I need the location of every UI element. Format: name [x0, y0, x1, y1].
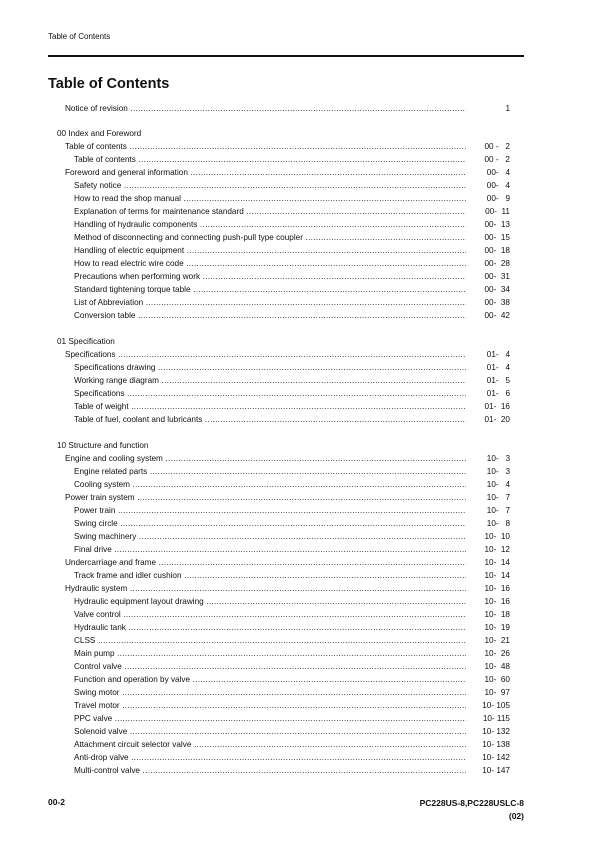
toc-entry-title: Standard tightening torque table .....: [74, 284, 466, 296]
toc-entry-page: 00 - 2: [484, 155, 510, 164]
toc-entry[interactable]: [0, 479, 596, 491]
toc-entry-title: Power train system .....: [65, 492, 466, 504]
toc-entry-title: Table of contents .....: [74, 154, 466, 166]
toc-entry-page: 10- 21: [484, 636, 510, 645]
toc-entry-title: Table of fuel, coolant and lubricants .....: [74, 414, 466, 426]
footer-model: PC228US-8,PC228USLC-8: [419, 798, 524, 808]
toc-entry-page: 10- 132: [482, 727, 510, 736]
toc-entry[interactable]: [0, 505, 596, 517]
page-title: Table of Contents: [48, 76, 170, 92]
toc-entry[interactable]: [0, 180, 596, 192]
toc-entry[interactable]: [0, 635, 596, 647]
toc-entry[interactable]: [0, 596, 596, 608]
toc-entry-title: List of Abbreviation .....: [74, 297, 466, 309]
toc-entry[interactable]: [0, 232, 596, 244]
toc-entry[interactable]: [0, 687, 596, 699]
toc-entry-title: Engine and cooling system .....: [65, 453, 466, 465]
toc-entry[interactable]: [0, 154, 596, 166]
toc-entry-page: 10- 8: [486, 519, 510, 528]
toc-entry-title: Main pump .....: [74, 648, 466, 660]
toc-entry-title: Specifications .....: [74, 388, 466, 400]
toc-entry-title: Cooling system .....: [74, 479, 466, 491]
toc-entry-title: Explanation of terms for maintenance standard .....: [74, 206, 466, 218]
toc-entry-title: Foreword and general information .....: [65, 167, 466, 179]
toc-entry-page: 01- 6: [486, 389, 510, 398]
toc-entry[interactable]: [0, 518, 596, 530]
toc-entry[interactable]: [0, 167, 596, 179]
toc-entry-page: 00- 42: [484, 311, 510, 320]
toc-entry[interactable]: [0, 271, 596, 283]
toc-entry[interactable]: [0, 492, 596, 504]
toc-entry-page: 10- 105: [482, 701, 510, 710]
toc-entry-title: Undercarriage and frame .....: [65, 557, 466, 569]
toc-entry-title: Anti-drop valve .....: [74, 752, 466, 764]
footer-page-number: 00-2: [48, 797, 66, 807]
toc-entry-title: Table of weight .....: [74, 401, 466, 413]
toc-entry-page: 00- 4: [486, 168, 510, 177]
toc-entry[interactable]: [0, 648, 596, 660]
toc-entry-page: 10- 115: [482, 714, 510, 723]
toc-entry[interactable]: [0, 414, 596, 426]
toc-entry-page: 00- 31: [484, 272, 510, 281]
toc-entry-title: CLSS .....: [74, 635, 466, 647]
footer-revision: (02): [508, 811, 524, 821]
toc-entry[interactable]: [0, 726, 596, 738]
footer-model-block: [420, 797, 524, 823]
toc-entry[interactable]: [0, 297, 596, 309]
toc-entry[interactable]: [0, 388, 596, 400]
toc-entry-page: 10- 10: [484, 532, 510, 541]
toc-entry-page: 10- 142: [482, 753, 510, 762]
toc-entry-page: 10- 97: [484, 688, 510, 697]
toc-entry[interactable]: [0, 103, 596, 115]
toc-entry[interactable]: [0, 544, 596, 556]
toc-entry-page: 10- 60: [484, 675, 510, 684]
toc-entry-page: 00- 34: [484, 285, 510, 294]
toc-entry[interactable]: [0, 193, 596, 205]
toc-entry-page: 01- 16: [484, 402, 510, 411]
toc-entry-page: 00- 38: [484, 298, 510, 307]
toc-entry[interactable]: [0, 700, 596, 712]
toc-entry-title: Control valve .....: [74, 661, 466, 673]
toc-entry-title: Final drive .....: [74, 544, 466, 556]
toc-entry[interactable]: [0, 245, 596, 257]
toc-entry-title: Travel motor .....: [74, 700, 466, 712]
section-heading: 00 Index and Foreword: [57, 129, 142, 138]
toc-entry-title: Track frame and idler cushion .....: [74, 570, 466, 582]
toc-entry-page: 10- 7: [486, 506, 510, 515]
toc-entry-title: Swing motor .....: [74, 687, 466, 699]
toc-entry-page: 01- 5: [486, 376, 510, 385]
toc-entry-title: Conversion table .....: [74, 310, 466, 322]
toc-entry-page: 10- 48: [484, 662, 510, 671]
running-header: Table of Contents: [48, 32, 111, 41]
toc-entry[interactable]: [0, 310, 596, 322]
toc-entry-title: Hydraulic system .....: [65, 583, 466, 595]
toc-entry-page: 00- 9: [486, 194, 510, 203]
toc-entry-page: 10- 3: [486, 467, 510, 476]
toc-entry[interactable]: [0, 375, 596, 387]
toc-entry-title: Function and operation by valve .....: [74, 674, 466, 686]
toc-entry-page: 01- 4: [486, 350, 510, 359]
toc-entry-title: How to read electric wire code .....: [74, 258, 466, 270]
toc-entry[interactable]: [0, 141, 596, 153]
toc-entry[interactable]: [0, 583, 596, 595]
toc-entry-title: Attachment circuit selector valve .....: [74, 739, 466, 751]
toc-entry-page: 10- 4: [486, 480, 510, 489]
toc-entry-title: Safety notice .....: [74, 180, 466, 192]
toc-entry-page: 10- 14: [484, 558, 510, 567]
toc-entry-title: Engine related parts .....: [74, 466, 466, 478]
toc-entry[interactable]: [0, 739, 596, 751]
toc-entry-page: 10- 18: [484, 610, 510, 619]
toc-entry-title: Working range diagram .....: [74, 375, 466, 387]
toc-entry[interactable]: [0, 622, 596, 634]
toc-entry-title: PPC valve .....: [74, 713, 466, 725]
toc-entry-page: 00- 11: [485, 207, 510, 216]
toc-entry[interactable]: [0, 531, 596, 543]
toc-entry-title: Specifications .....: [65, 349, 466, 361]
toc-entry-title: Handling of electric equipment .....: [74, 245, 466, 257]
toc-entry-page: 10- 19: [484, 623, 510, 632]
toc-entry[interactable]: [0, 674, 596, 686]
toc-entry-title: Solenoid valve .....: [74, 726, 466, 738]
toc-entry-title: Table of contents .....: [65, 141, 466, 153]
toc-entry[interactable]: [0, 453, 596, 465]
toc-entry-page: 10- 7: [486, 493, 510, 502]
toc-entry-page: 10- 16: [484, 597, 510, 606]
toc-entry-title: Hydraulic equipment layout drawing .....: [74, 596, 466, 608]
toc-entry-title: Notice of revision .....: [65, 103, 466, 115]
section-heading: 01 Specification: [57, 337, 115, 346]
toc-entry[interactable]: [0, 206, 596, 218]
toc-entry-page: 10- 3: [486, 454, 510, 463]
section-heading: 10 Structure and function: [57, 441, 149, 450]
toc-entry-title: Precautions when performing work .....: [74, 271, 466, 283]
toc-entry-page: 00- 18: [484, 246, 510, 255]
toc-entry-page: 00- 13: [484, 220, 510, 229]
toc-entry-title: Multi-control valve .....: [74, 765, 466, 777]
toc-entry-page: 00- 4: [486, 181, 510, 190]
toc-entry[interactable]: [0, 219, 596, 231]
toc-entry[interactable]: [0, 713, 596, 725]
toc-entry-page: 10- 14: [484, 571, 510, 580]
toc-entry-title: Swing circle .....: [74, 518, 466, 530]
toc-entry-page: 00- 28: [484, 259, 510, 268]
toc-entry-title: How to read the shop manual .....: [74, 193, 466, 205]
toc-entry[interactable]: [0, 258, 596, 270]
toc-entry-title: Specifications drawing .....: [74, 362, 466, 374]
toc-entry-page: 10- 147: [482, 766, 510, 775]
toc-entry-title: Valve control .....: [74, 609, 466, 621]
toc-entry-page: 10- 12: [484, 545, 510, 554]
toc-entry[interactable]: [0, 609, 596, 621]
toc-entry[interactable]: [0, 661, 596, 673]
toc-entry-page: 00 - 2: [484, 142, 510, 151]
toc-entry[interactable]: [0, 466, 596, 478]
toc-entry-page: 10- 16: [484, 584, 510, 593]
toc-entry-title: Swing machinery .....: [74, 531, 466, 543]
toc-entry-page: 1: [505, 104, 510, 113]
toc-entry[interactable]: [0, 284, 596, 296]
toc-entry-title: Handling of hydraulic components .....: [74, 219, 466, 231]
toc-entry[interactable]: [0, 557, 596, 569]
toc-entry-page: 10- 26: [484, 649, 510, 658]
toc-entry[interactable]: [0, 349, 596, 361]
toc-entry-title: Method of disconnecting and connecting push-pull type coupler .....: [74, 232, 466, 244]
toc-entry-page: 01- 4: [486, 363, 510, 372]
toc-entry[interactable]: [0, 401, 596, 413]
toc-entry-page: 00- 15: [484, 233, 510, 242]
toc-entry[interactable]: [0, 752, 596, 764]
toc-entry-title: Hydraulic tank .....: [74, 622, 466, 634]
toc-entry[interactable]: [0, 362, 596, 374]
toc-entry-page: 01- 20: [484, 415, 510, 424]
toc-entry[interactable]: [0, 765, 596, 777]
toc-entry-page: 10- 138: [482, 740, 510, 749]
toc-entry-title: Power train .....: [74, 505, 466, 517]
toc-entry[interactable]: [0, 570, 596, 582]
